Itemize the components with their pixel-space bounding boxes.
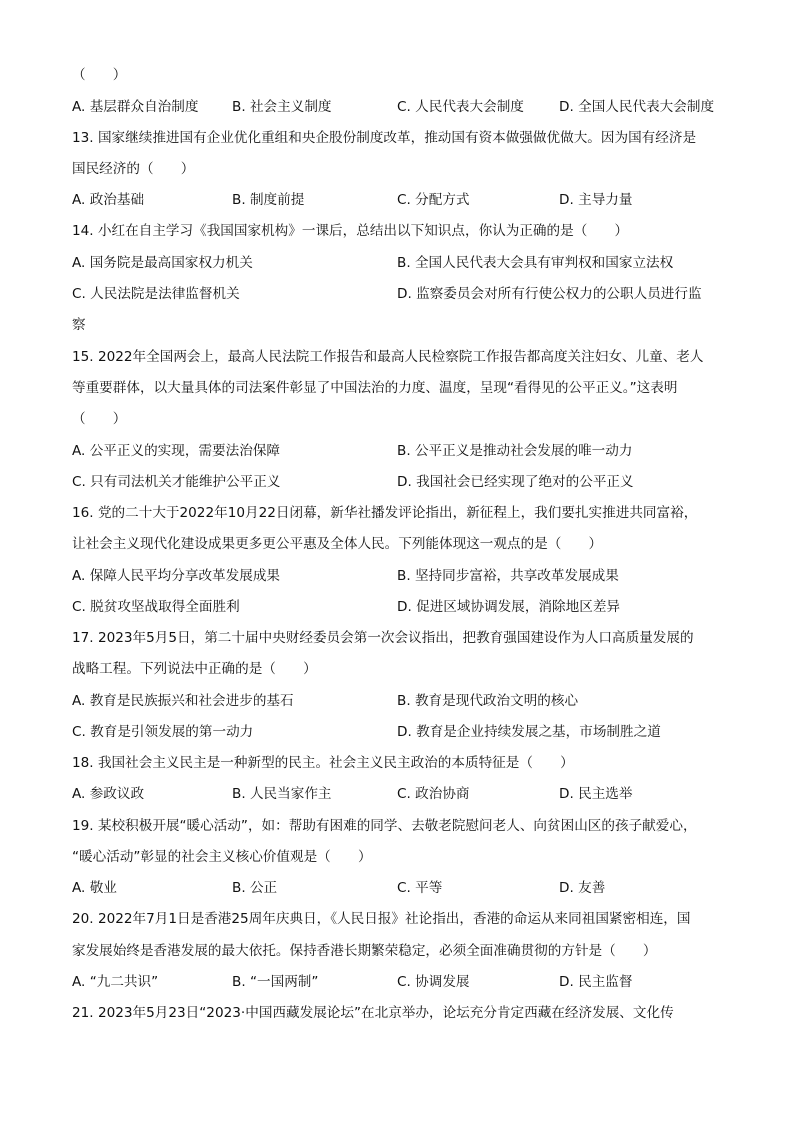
q16-option-c[interactable]: C. 脱贫攻坚战取得全面胜利 <box>72 599 240 615</box>
q15-option-a[interactable]: A. 公平正义的实现，需要法治保障 <box>72 443 281 459</box>
q16-stem-line1: 16. 党的二十大于2022年10月22日闭幕，新华社播发评论指出，新征程上，我们要扎实推进共同富裕， <box>72 505 698 521</box>
q15-option-b[interactable]: B. 公平正义是推动社会发展的唯一动力 <box>397 443 633 459</box>
q13-stem-line2: 国民经济的（ ） <box>72 161 195 177</box>
q15-stem-line1: 15. 2022年全国两会上，最高人民法院工作报告和最高人民检察院工作报告都高度关注妇女、儿童、老人 <box>72 349 704 365</box>
q15-option-d[interactable]: D. 我国社会已经实现了绝对的公平正义 <box>397 474 634 490</box>
q13-option-b[interactable]: B. 制度前提 <box>232 192 305 208</box>
q18-option-d[interactable]: D. 民主选举 <box>559 786 633 802</box>
q13-option-d[interactable]: D. 主导力量 <box>559 192 633 208</box>
q15-stem-line2: 等重要群体，以大量具体的司法案件彰显了中国法治的力度、温度，呈现“看得见的公平正义。”这表明 <box>72 380 678 396</box>
q20-option-d[interactable]: D. 民主监督 <box>559 974 633 990</box>
q19-option-a[interactable]: A. 敬业 <box>72 880 117 896</box>
q20-stem-line1: 20. 2022年7月1日是香港25周年庆典日，《人民日报》社论指出，香港的命运从来同祖国紧密相连，国 <box>72 911 691 927</box>
q19-option-d[interactable]: D. 友善 <box>559 880 606 896</box>
q18-stem-line1: 18. 我国社会主义民主是一种新型的民主。社会主义民主政治的本质特征是（ ） <box>72 755 574 771</box>
q18-option-b[interactable]: B. 人民当家作主 <box>232 786 332 802</box>
q20-option-a[interactable]: A. “九二共识” <box>72 974 159 990</box>
q13-option-c[interactable]: C. 分配方式 <box>397 192 470 208</box>
q12-option-a[interactable]: A. 基层群众自治制度 <box>72 99 199 115</box>
q17-option-c[interactable]: C. 教育是引领发展的第一动力 <box>72 724 254 740</box>
q16-option-a[interactable]: A. 保障人民平均分享改革发展成果 <box>72 568 281 584</box>
q13-option-a[interactable]: A. 政治基础 <box>72 192 145 208</box>
q18-option-a[interactable]: A. 参政议政 <box>72 786 145 802</box>
q17-option-a[interactable]: A. 教育是民族振兴和社会进步的基石 <box>72 693 294 709</box>
q20-option-c[interactable]: C. 协调发展 <box>397 974 470 990</box>
q19-stem-line1: 19. 某校积极开展“暖心活动”，如：帮助有困难的同学、去敬老院慰问老人、向贫困山区的孩子献爱心， <box>72 818 697 834</box>
q19-stem-line2: “暖心活动”彰显的社会主义核心价值观是（ ） <box>72 849 372 865</box>
q14-option-a[interactable]: A. 国务院是最高国家权力机关 <box>72 255 253 271</box>
q15-stem-line3: （ ） <box>72 411 127 427</box>
q16-option-d[interactable]: D. 促进区域协调发展，消除地区差异 <box>397 599 621 615</box>
q12-tail: （ ） <box>72 67 127 83</box>
q14-option-d-wrap: 察 <box>72 317 86 333</box>
q20-stem-line2: 家发展始终是香港发展的最大依托。保持香港长期繁荣稳定，必须全面准确贯彻的方针是（ ） <box>72 943 657 959</box>
q14-option-d[interactable]: D. 监察委员会对所有行使公权力的公职人员进行监 <box>397 286 702 302</box>
q12-option-c[interactable]: C. 人民代表大会制度 <box>397 99 524 115</box>
q21-stem-line1: 21. 2023年5月23日“2023·中国西藏发展论坛”在北京举办，论坛充分肯定西藏在经济发展、文化传 <box>72 1005 674 1021</box>
q16-option-b[interactable]: B. 坚持同步富裕，共享改革发展成果 <box>397 568 619 584</box>
q14-option-b[interactable]: B. 全国人民代表大会具有审判权和国家立法权 <box>397 255 674 271</box>
q15-option-c[interactable]: C. 只有司法机关才能维护公平正义 <box>72 474 281 490</box>
q19-option-b[interactable]: B. 公正 <box>232 880 278 896</box>
q12-option-d[interactable]: D. 全国人民代表大会制度 <box>559 99 715 115</box>
q12-option-b[interactable]: B. 社会主义制度 <box>232 99 332 115</box>
q16-stem-line2: 让社会主义现代化建设成果更多更公平惠及全体人民。下列能体现这一观点的是（ ） <box>72 536 603 552</box>
q17-stem-line2: 战略工程。下列说法中正确的是（ ） <box>72 661 317 677</box>
q17-option-d[interactable]: D. 教育是企业持续发展之基，市场制胜之道 <box>397 724 661 740</box>
q19-option-c[interactable]: C. 平等 <box>397 880 443 896</box>
q14-option-c[interactable]: C. 人民法院是法律监督机关 <box>72 286 240 302</box>
q13-stem-line1: 13. 国家继续推进国有企业优化重组和央企股份制度改革，推动国有资本做强做优做大。因为国有经济是 <box>72 130 697 146</box>
q17-stem-line1: 17. 2023年5月5日，第二十届中央财经委员会第一次会议指出，把教育强国建设作为人口高质量发展的 <box>72 630 694 646</box>
q18-option-c[interactable]: C. 政治协商 <box>397 786 470 802</box>
q14-stem-line1: 14. 小红在自主学习《我国国家机构》一课后，总结出以下知识点，你认为正确的是（ ） <box>72 223 629 239</box>
q17-option-b[interactable]: B. 教育是现代政治文明的核心 <box>397 693 579 709</box>
q20-option-b[interactable]: B. “一国两制” <box>232 974 319 990</box>
